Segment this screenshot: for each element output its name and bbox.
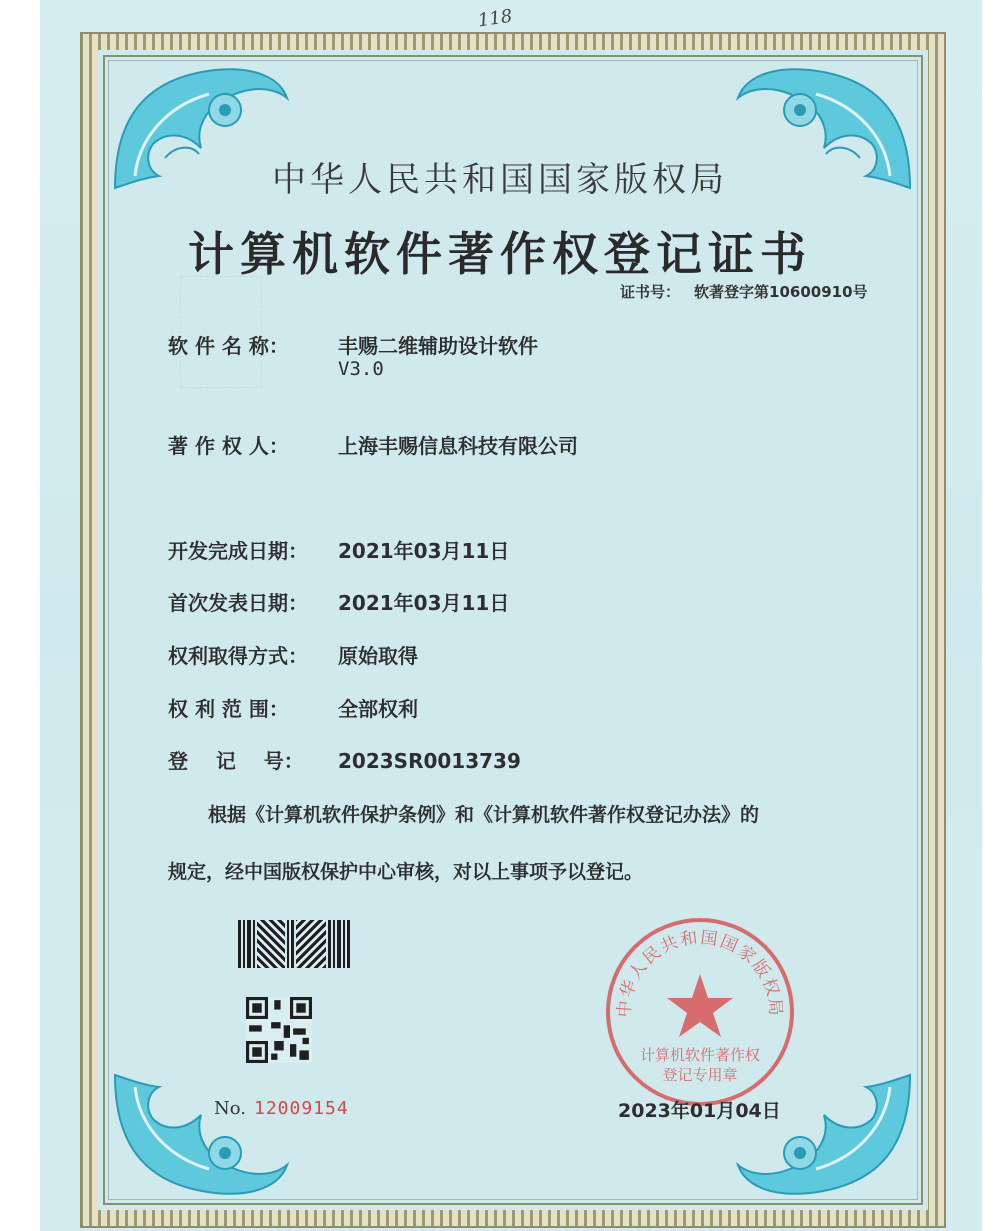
seal-outer-text: 中华人民共和国国家版权局 [614,927,786,1019]
field-software-name [168,330,538,359]
field-label: 软 件 名 称： [168,334,289,358]
field-rights-scope [168,693,418,722]
field-label: 著 作 权 人： [168,434,289,458]
software-version: V3.0 [338,358,384,380]
field-value: 2023SR0013739 [338,749,521,773]
field-acquisition-method [168,640,418,669]
certificate-number [620,281,868,302]
seal-inner-line-1: 计算机软件著作权 [639,1046,761,1064]
field-registration-number [168,745,521,774]
field-label: 开发完成日期： [168,539,308,563]
qr-code [246,997,312,1063]
serial-prefix: No. [214,1098,246,1119]
field-label: 首次发表日期： [168,591,308,615]
field-label: 登 记 号： [168,749,304,773]
barcode [238,920,370,968]
issuer-name: 中华人民共和国国家版权局 [272,160,728,200]
certificate-title: 计算机软件著作权登记证书 [188,227,812,281]
field-label: 权 利 范 围： [168,697,289,721]
serial-value: 12009154 [254,1098,349,1119]
seal-inner-line-2: 登记专用章 [662,1066,738,1084]
field-value: 2021年03月11日 [338,591,510,615]
handwritten-note: 118 [476,5,514,32]
field-value: 2021年03月11日 [338,539,510,563]
issue-date: 2023年01月04日 [618,1100,781,1122]
certificate-number-value: 软著登字第10600910号 [694,283,868,301]
field-copyright-owner [168,430,578,459]
statement-line-2: 规定，经中国版权保护中心审核，对以上事项予以登记。 [168,861,644,883]
field-value: 丰赐二维辅助设计软件 [338,334,538,358]
field-completion-date [168,535,509,564]
field-label: 权利取得方式： [168,644,308,668]
field-publication-date [168,587,509,616]
official-seal [600,912,800,1112]
certificate-number-label: 证书号： [620,283,681,301]
field-value: 上海丰赐信息科技有限公司 [338,434,578,458]
field-value: 原始取得 [338,644,418,668]
corner-ornament-bottom-left [105,1065,295,1205]
statement-line-1: 根据《计算机软件保护条例》和《计算机软件著作权登记办法》的 [208,804,760,826]
field-value: 全部权利 [338,697,418,721]
serial-number [214,1098,349,1119]
